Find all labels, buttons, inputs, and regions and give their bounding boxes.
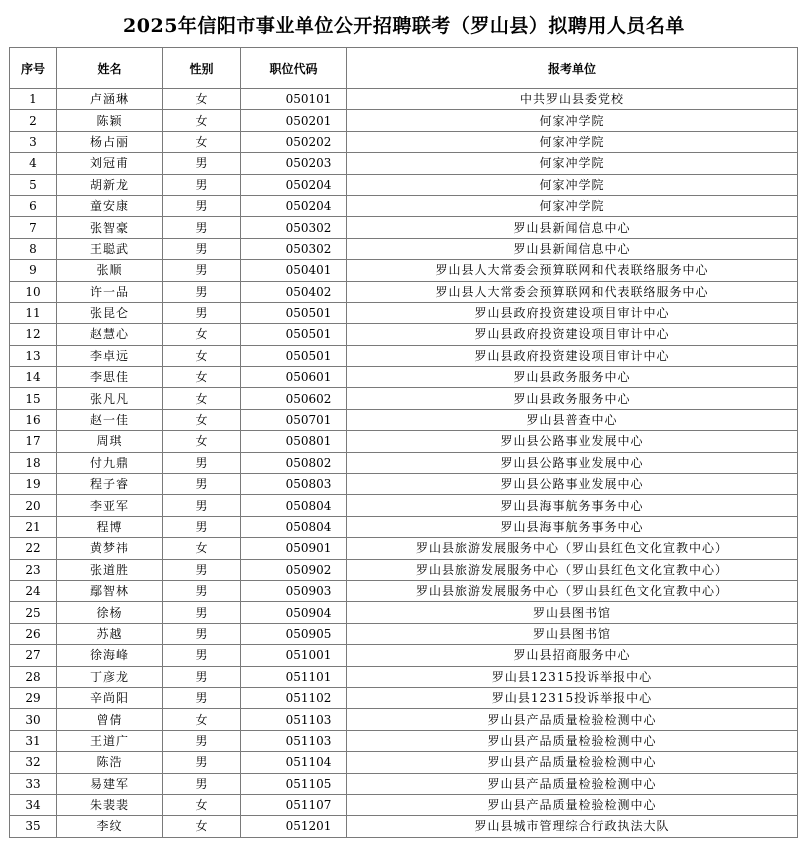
cell-name: 丁彦龙 <box>57 666 163 687</box>
cell-unit: 罗山县城市管理综合行政执法大队 <box>347 816 798 837</box>
header-row <box>10 48 798 89</box>
cell-gender: 男 <box>163 302 241 323</box>
cell-unit: 罗山县新闻信息中心 <box>347 217 798 238</box>
cell-code: 050901 <box>241 538 347 559</box>
cell-name: 李思佳 <box>57 367 163 388</box>
cell-code: 050804 <box>241 495 347 516</box>
table-row <box>10 345 798 366</box>
cell-name: 程子睿 <box>57 474 163 495</box>
cell-name: 徐杨 <box>57 602 163 623</box>
table-row <box>10 495 798 516</box>
table-row <box>10 153 798 174</box>
cell-name: 程博 <box>57 516 163 537</box>
cell-name: 付九鼎 <box>57 452 163 473</box>
cell-seq: 27 <box>10 645 57 666</box>
cell-name: 张智豪 <box>57 217 163 238</box>
table-row <box>10 538 798 559</box>
cell-unit: 罗山县新闻信息中心 <box>347 238 798 259</box>
cell-code: 051201 <box>241 816 347 837</box>
cell-gender: 男 <box>163 602 241 623</box>
cell-seq: 3 <box>10 131 57 152</box>
cell-gender: 男 <box>163 452 241 473</box>
cell-name: 苏越 <box>57 623 163 644</box>
cell-name: 杨占丽 <box>57 131 163 152</box>
table-row <box>10 752 798 773</box>
cell-name: 卢涵琳 <box>57 89 163 110</box>
cell-unit: 罗山县人大常委会预算联网和代表联络服务中心 <box>347 260 798 281</box>
cell-gender: 男 <box>163 238 241 259</box>
cell-code: 050802 <box>241 452 347 473</box>
cell-unit: 何家冲学院 <box>347 174 798 195</box>
cell-name: 陈浩 <box>57 752 163 773</box>
cell-name: 童安康 <box>57 195 163 216</box>
cell-gender: 男 <box>163 623 241 644</box>
table-row <box>10 367 798 388</box>
cell-name: 赵一佳 <box>57 409 163 430</box>
cell-unit: 罗山县公路事业发展中心 <box>347 474 798 495</box>
cell-gender: 男 <box>163 153 241 174</box>
cell-unit: 罗山县产品质量检验检测中心 <box>347 773 798 794</box>
header-code: 职位代码 <box>241 48 347 89</box>
cell-gender: 女 <box>163 345 241 366</box>
header-seq: 序号 <box>10 48 57 89</box>
cell-gender: 女 <box>163 367 241 388</box>
cell-code: 050204 <box>241 195 347 216</box>
cell-code: 050204 <box>241 174 347 195</box>
cell-unit: 罗山县人大常委会预算联网和代表联络服务中心 <box>347 281 798 302</box>
cell-name: 张顺 <box>57 260 163 281</box>
table-row <box>10 110 798 131</box>
cell-code: 051001 <box>241 645 347 666</box>
cell-seq: 13 <box>10 345 57 366</box>
cell-gender: 女 <box>163 110 241 131</box>
table-body <box>10 89 798 838</box>
cell-name: 赵慧心 <box>57 324 163 345</box>
cell-seq: 26 <box>10 623 57 644</box>
table-row <box>10 89 798 110</box>
cell-unit: 何家冲学院 <box>347 110 798 131</box>
cell-seq: 14 <box>10 367 57 388</box>
table-row <box>10 559 798 580</box>
cell-seq: 16 <box>10 409 57 430</box>
cell-name: 张道胜 <box>57 559 163 580</box>
cell-seq: 23 <box>10 559 57 580</box>
cell-code: 050602 <box>241 388 347 409</box>
cell-unit: 罗山县12315投诉举报中心 <box>347 666 798 687</box>
cell-unit: 罗山县旅游发展服务中心（罗山县红色文化宣教中心） <box>347 580 798 601</box>
cell-gender: 男 <box>163 195 241 216</box>
cell-unit: 何家冲学院 <box>347 131 798 152</box>
cell-seq: 19 <box>10 474 57 495</box>
cell-code: 050201 <box>241 110 347 131</box>
cell-gender: 男 <box>163 773 241 794</box>
cell-gender: 男 <box>163 645 241 666</box>
cell-gender: 男 <box>163 666 241 687</box>
cell-unit: 罗山县海事航务事务中心 <box>347 516 798 537</box>
cell-code: 050904 <box>241 602 347 623</box>
table-row <box>10 388 798 409</box>
table-row <box>10 174 798 195</box>
cell-name: 李亚军 <box>57 495 163 516</box>
cell-seq: 9 <box>10 260 57 281</box>
cell-unit: 罗山县政府投资建设项目审计中心 <box>347 324 798 345</box>
cell-seq: 10 <box>10 281 57 302</box>
cell-gender: 男 <box>163 516 241 537</box>
table-row <box>10 281 798 302</box>
table-row <box>10 602 798 623</box>
cell-name: 胡新龙 <box>57 174 163 195</box>
cell-gender: 女 <box>163 89 241 110</box>
cell-code: 050401 <box>241 260 347 281</box>
cell-gender: 女 <box>163 709 241 730</box>
cell-code: 050501 <box>241 345 347 366</box>
table-row <box>10 195 798 216</box>
cell-seq: 25 <box>10 602 57 623</box>
table-row <box>10 516 798 537</box>
table-row <box>10 409 798 430</box>
cell-code: 050203 <box>241 153 347 174</box>
cell-code: 051105 <box>241 773 347 794</box>
table-row <box>10 816 798 837</box>
table-row <box>10 452 798 473</box>
cell-seq: 12 <box>10 324 57 345</box>
cell-code: 051107 <box>241 794 347 815</box>
table-row <box>10 730 798 751</box>
cell-seq: 4 <box>10 153 57 174</box>
table-row <box>10 431 798 452</box>
cell-code: 051103 <box>241 730 347 751</box>
table-row <box>10 302 798 323</box>
table-row <box>10 645 798 666</box>
table-row <box>10 794 798 815</box>
cell-unit: 罗山县普查中心 <box>347 409 798 430</box>
cell-unit: 中共罗山县委党校 <box>347 89 798 110</box>
cell-unit: 罗山县公路事业发展中心 <box>347 452 798 473</box>
cell-code: 050902 <box>241 559 347 580</box>
cell-code: 050801 <box>241 431 347 452</box>
cell-name: 黄梦祎 <box>57 538 163 559</box>
cell-code: 050601 <box>241 367 347 388</box>
cell-seq: 5 <box>10 174 57 195</box>
cell-unit: 罗山县政务服务中心 <box>347 388 798 409</box>
cell-name: 辛尚阳 <box>57 687 163 708</box>
cell-code: 051101 <box>241 666 347 687</box>
cell-gender: 男 <box>163 281 241 302</box>
cell-code: 050905 <box>241 623 347 644</box>
cell-seq: 15 <box>10 388 57 409</box>
cell-seq: 32 <box>10 752 57 773</box>
cell-unit: 罗山县政府投资建设项目审计中心 <box>347 345 798 366</box>
cell-gender: 男 <box>163 174 241 195</box>
cell-seq: 2 <box>10 110 57 131</box>
cell-name: 王道广 <box>57 730 163 751</box>
cell-unit: 罗山县12315投诉举报中心 <box>347 687 798 708</box>
cell-gender: 女 <box>163 816 241 837</box>
cell-gender: 女 <box>163 409 241 430</box>
cell-code: 051102 <box>241 687 347 708</box>
cell-name: 徐海峰 <box>57 645 163 666</box>
header-unit: 报考单位 <box>347 48 798 89</box>
table-row <box>10 260 798 281</box>
cell-seq: 28 <box>10 666 57 687</box>
cell-unit: 罗山县产品质量检验检测中心 <box>347 794 798 815</box>
cell-unit: 罗山县产品质量检验检测中心 <box>347 709 798 730</box>
cell-seq: 24 <box>10 580 57 601</box>
cell-name: 曾倩 <box>57 709 163 730</box>
cell-code: 050903 <box>241 580 347 601</box>
hiring-list-table <box>9 47 798 838</box>
cell-unit: 何家冲学院 <box>347 195 798 216</box>
cell-seq: 7 <box>10 217 57 238</box>
cell-name: 朱裴裴 <box>57 794 163 815</box>
cell-gender: 男 <box>163 580 241 601</box>
cell-seq: 29 <box>10 687 57 708</box>
table-row <box>10 623 798 644</box>
cell-gender: 女 <box>163 794 241 815</box>
cell-name: 李纹 <box>57 816 163 837</box>
cell-gender: 女 <box>163 388 241 409</box>
cell-code: 051104 <box>241 752 347 773</box>
table-row <box>10 324 798 345</box>
table-row <box>10 217 798 238</box>
table-row <box>10 666 798 687</box>
cell-name: 许一品 <box>57 281 163 302</box>
cell-gender: 男 <box>163 260 241 281</box>
cell-unit: 罗山县海事航务事务中心 <box>347 495 798 516</box>
cell-gender: 男 <box>163 687 241 708</box>
cell-unit: 罗山县图书馆 <box>347 623 798 644</box>
cell-seq: 34 <box>10 794 57 815</box>
cell-name: 易建军 <box>57 773 163 794</box>
table-row <box>10 709 798 730</box>
cell-code: 050804 <box>241 516 347 537</box>
cell-unit: 罗山县产品质量检验检测中心 <box>347 730 798 751</box>
cell-gender: 女 <box>163 431 241 452</box>
cell-seq: 8 <box>10 238 57 259</box>
cell-gender: 男 <box>163 474 241 495</box>
cell-unit: 罗山县公路事业发展中心 <box>347 431 798 452</box>
cell-seq: 1 <box>10 89 57 110</box>
table-row <box>10 474 798 495</box>
cell-code: 050701 <box>241 409 347 430</box>
cell-seq: 11 <box>10 302 57 323</box>
cell-gender: 女 <box>163 538 241 559</box>
table-row <box>10 687 798 708</box>
cell-unit: 罗山县图书馆 <box>347 602 798 623</box>
cell-seq: 35 <box>10 816 57 837</box>
cell-unit: 罗山县旅游发展服务中心（罗山县红色文化宣教中心） <box>347 538 798 559</box>
cell-name: 周琪 <box>57 431 163 452</box>
table-row <box>10 238 798 259</box>
cell-seq: 18 <box>10 452 57 473</box>
cell-unit: 罗山县招商服务中心 <box>347 645 798 666</box>
cell-unit: 何家冲学院 <box>347 153 798 174</box>
cell-unit: 罗山县产品质量检验检测中心 <box>347 752 798 773</box>
cell-name: 刘冠甫 <box>57 153 163 174</box>
cell-seq: 6 <box>10 195 57 216</box>
cell-seq: 33 <box>10 773 57 794</box>
cell-gender: 男 <box>163 730 241 751</box>
cell-seq: 21 <box>10 516 57 537</box>
cell-seq: 31 <box>10 730 57 751</box>
cell-seq: 17 <box>10 431 57 452</box>
cell-unit: 罗山县政府投资建设项目审计中心 <box>347 302 798 323</box>
cell-unit: 罗山县旅游发展服务中心（罗山县红色文化宣教中心） <box>347 559 798 580</box>
cell-gender: 男 <box>163 217 241 238</box>
header-name: 姓名 <box>57 48 163 89</box>
cell-gender: 男 <box>163 752 241 773</box>
cell-code: 050803 <box>241 474 347 495</box>
cell-gender: 男 <box>163 559 241 580</box>
page-title: 2025年信阳市事业单位公开招聘联考（罗山县）拟聘用人员名单 <box>123 15 685 37</box>
table-row <box>10 580 798 601</box>
cell-code: 050402 <box>241 281 347 302</box>
table-row <box>10 773 798 794</box>
cell-name: 张凡凡 <box>57 388 163 409</box>
cell-gender: 女 <box>163 324 241 345</box>
cell-name: 王聪武 <box>57 238 163 259</box>
cell-code: 050101 <box>241 89 347 110</box>
cell-seq: 30 <box>10 709 57 730</box>
cell-seq: 20 <box>10 495 57 516</box>
cell-code: 050501 <box>241 302 347 323</box>
cell-code: 050501 <box>241 324 347 345</box>
cell-code: 051103 <box>241 709 347 730</box>
table-row <box>10 131 798 152</box>
cell-name: 鄢智林 <box>57 580 163 601</box>
cell-code: 050202 <box>241 131 347 152</box>
table-header <box>10 48 798 89</box>
cell-name: 张昆仑 <box>57 302 163 323</box>
cell-name: 陈颖 <box>57 110 163 131</box>
cell-unit: 罗山县政务服务中心 <box>347 367 798 388</box>
cell-seq: 22 <box>10 538 57 559</box>
cell-gender: 女 <box>163 131 241 152</box>
cell-code: 050302 <box>241 217 347 238</box>
header-gender: 性别 <box>163 48 241 89</box>
cell-gender: 男 <box>163 495 241 516</box>
cell-code: 050302 <box>241 238 347 259</box>
cell-name: 李卓远 <box>57 345 163 366</box>
